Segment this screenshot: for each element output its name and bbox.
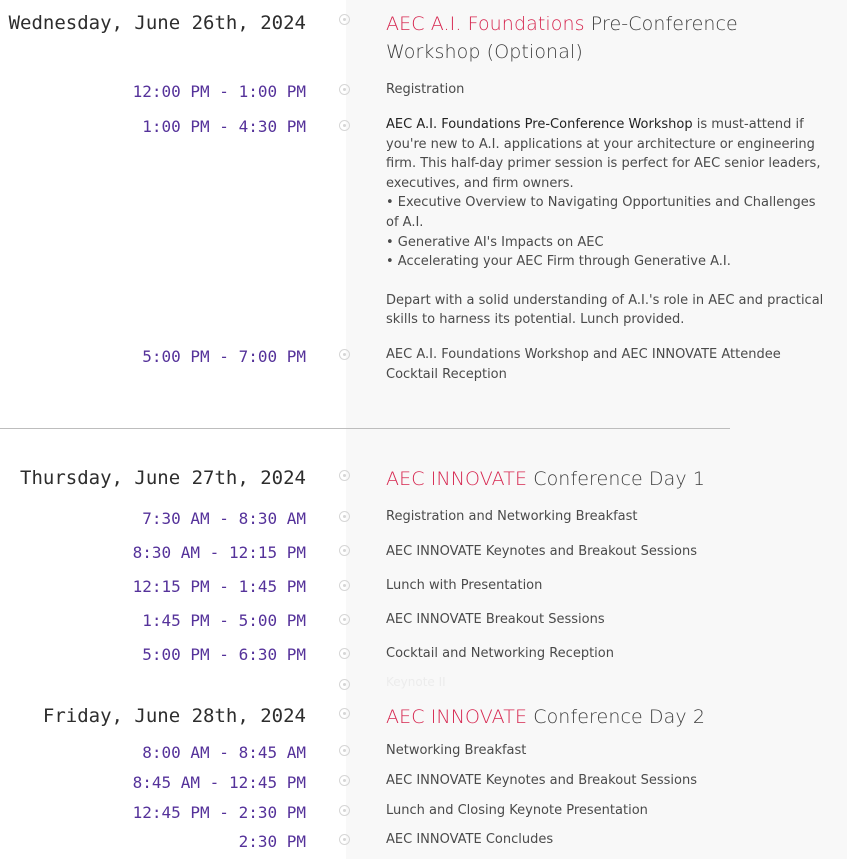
- session-time: 7:30 AM - 8:30 AM: [142, 509, 306, 528]
- session-time: 5:00 PM - 6:30 PM: [142, 645, 306, 664]
- timeline-dot: [339, 120, 350, 131]
- day-date: Thursday, June 27th, 2024: [20, 467, 306, 489]
- timeline-dot: [339, 84, 350, 95]
- session-title: Networking Breakfast: [386, 743, 527, 758]
- session-time: 12:45 PM - 2:30 PM: [132, 803, 306, 822]
- day-heading: [386, 703, 806, 731]
- session-time: 8:45 AM - 12:45 PM: [132, 773, 306, 792]
- section-divider: [0, 428, 730, 429]
- timeline-dot: [339, 708, 350, 719]
- session-title: AEC INNOVATE Breakout Sessions: [386, 612, 605, 627]
- timeline-dot: [339, 834, 350, 845]
- session-title-bold: AEC A.I. Foundations Pre-Conference Workshop: [386, 117, 693, 132]
- day-heading-rest: Conference Day 2: [527, 706, 706, 728]
- timeline-dot: [339, 580, 350, 591]
- session-title: Registration and Networking Breakfast: [386, 509, 638, 524]
- timeline-dot: [339, 805, 350, 816]
- day-heading-rest: Conference Day 1: [527, 468, 706, 490]
- session-time: 2:30 PM: [238, 832, 306, 851]
- day-date: Wednesday, June 26th, 2024: [8, 12, 306, 34]
- session-time: 12:15 PM - 1:45 PM: [132, 577, 306, 596]
- session-title: Lunch with Presentation: [386, 578, 543, 593]
- day-heading-accent: AEC A.I. Foundations: [386, 13, 585, 35]
- session-time: 12:00 PM - 1:00 PM: [132, 82, 306, 101]
- session-bullet: • Accelerating your AEC Firm through Generative A.I.: [386, 254, 731, 270]
- day-heading-rest: Pre-Conference Workshop (Optional): [386, 13, 738, 63]
- timeline-dot: [339, 511, 350, 522]
- timeline-dot: [339, 545, 350, 556]
- session-time: 5:00 PM - 7:00 PM: [142, 347, 306, 366]
- session-time: 8:30 AM - 12:15 PM: [132, 543, 306, 562]
- session-title: AEC A.I. Foundations Workshop and AEC INNOVATE Attendee Cocktail Reception: [386, 347, 781, 382]
- session-closing: Depart with a solid understanding of A.I.'s role in AEC and practical skills to harness its potential. Lunch provided.: [386, 292, 824, 328]
- timeline-dot: [339, 648, 350, 659]
- session-intro: [386, 115, 826, 193]
- session-bullet: • Executive Overview to Navigating Opportunities and Challenges of A.I.: [386, 195, 816, 230]
- session-title: Lunch and Closing Keynote Presentation: [386, 803, 648, 818]
- session-time: 1:00 PM - 4:30 PM: [142, 117, 306, 136]
- timeline-dot: [339, 614, 350, 625]
- session-description: [386, 115, 826, 330]
- timeline-dot: [339, 679, 350, 690]
- day-heading-accent: AEC INNOVATE: [386, 468, 528, 490]
- session-title: AEC INNOVATE Keynotes and Breakout Sessions: [386, 544, 697, 559]
- timeline-dot: [339, 775, 350, 786]
- session-title: Registration: [386, 82, 465, 97]
- session-time: 1:45 PM - 5:00 PM: [142, 611, 306, 630]
- timeline-dot: [339, 14, 350, 25]
- session-title: AEC INNOVATE Concludes: [386, 832, 554, 847]
- session-intro-rest: is must-attend if you're new to A.I. applications at your architecture or engineering firm. This half-day primer session is perfect for AEC senior leaders, executives, and firm owners.: [386, 117, 821, 191]
- session-title: Cocktail and Networking Reception: [386, 646, 614, 661]
- session-time: 8:00 AM - 8:45 AM: [142, 743, 306, 762]
- session-title: AEC INNOVATE Keynotes and Breakout Sessions: [386, 773, 697, 788]
- day-heading: [386, 465, 806, 493]
- timeline-dot: [339, 745, 350, 756]
- timeline-dot: [339, 349, 350, 360]
- timeline-dot: [339, 470, 350, 481]
- day-heading-accent: AEC INNOVATE: [386, 706, 528, 728]
- day-date: Friday, June 28th, 2024: [42, 705, 306, 727]
- day-heading: [386, 10, 806, 66]
- session-bullet: • Generative AI's Impacts on AEC: [386, 234, 604, 250]
- hidden-session-label: Keynote II: [386, 675, 446, 689]
